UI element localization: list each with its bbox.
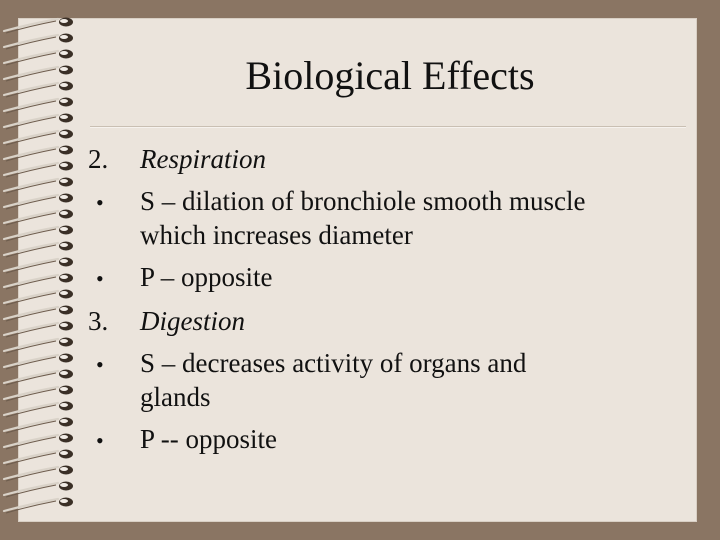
binding-ring xyxy=(4,162,73,178)
binding-ring xyxy=(4,498,73,514)
binding-ring xyxy=(4,274,73,290)
item-text: P – opposite xyxy=(140,262,273,292)
item-text: S – dilation of bronchiole smooth muscle xyxy=(140,186,586,216)
binding-ring xyxy=(4,66,73,82)
binding-ring xyxy=(4,434,73,450)
bullet-icon: • xyxy=(96,266,104,291)
binding-ring xyxy=(4,98,73,114)
bullet-icon: • xyxy=(96,190,104,215)
item-number: 2. xyxy=(88,144,109,174)
item-text: P -- opposite xyxy=(140,424,277,454)
binding-ring xyxy=(4,226,73,242)
binding-ring xyxy=(4,354,73,370)
spiral-binding-icon xyxy=(0,0,90,540)
binding-ring xyxy=(4,258,73,274)
binding-ring xyxy=(4,386,73,402)
bullet-icon: • xyxy=(96,352,104,377)
binding-ring xyxy=(4,82,73,98)
binding-ring xyxy=(4,194,73,210)
binding-ring xyxy=(4,50,73,66)
binding-ring xyxy=(4,450,73,466)
binding-ring xyxy=(4,338,73,354)
binding-ring xyxy=(4,290,73,306)
title-divider xyxy=(90,126,686,127)
binding-ring xyxy=(4,418,73,434)
item-heading: Digestion xyxy=(140,306,245,336)
item-text: S – decreases activity of organs and xyxy=(140,348,527,378)
binding-ring xyxy=(4,34,73,50)
binding-ring xyxy=(4,114,73,130)
binding-ring xyxy=(4,482,73,498)
binding-ring xyxy=(4,242,73,258)
binding-ring xyxy=(4,178,73,194)
item-heading: Respiration xyxy=(140,144,266,174)
binding-ring xyxy=(4,210,73,226)
binding-ring xyxy=(4,18,73,34)
binding-ring xyxy=(4,130,73,146)
binding-ring xyxy=(4,466,73,482)
bullet-icon: • xyxy=(96,428,104,453)
item-number: 3. xyxy=(88,306,109,336)
binding-ring xyxy=(4,306,73,322)
binding-ring xyxy=(4,322,73,338)
item-text: which increases diameter xyxy=(140,220,413,250)
binding-ring xyxy=(4,402,73,418)
item-text: glands xyxy=(140,382,211,412)
binding-ring xyxy=(4,146,73,162)
binding-ring xyxy=(4,370,73,386)
slide-title: Biological Effects xyxy=(245,53,535,98)
